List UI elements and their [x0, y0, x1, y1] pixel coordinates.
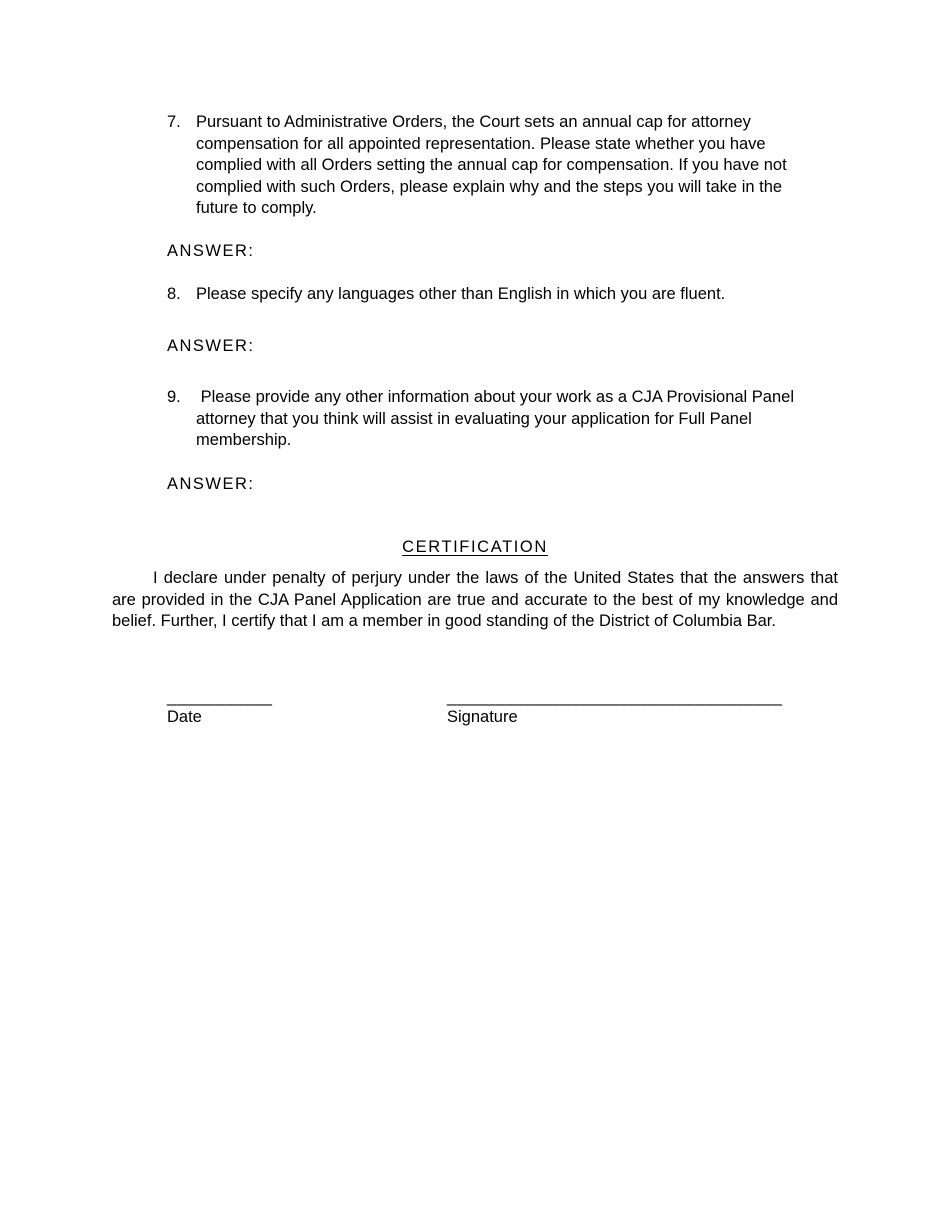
answer-label-9: ANSWER:	[167, 475, 255, 493]
question-text: Please specify any languages other than English in which you are fluent.	[196, 285, 726, 303]
signature-label: Signature	[447, 708, 518, 726]
answer-label-8: ANSWER:	[167, 337, 255, 355]
question-8	[167, 284, 827, 306]
question-text: Pursuant to Administrative Orders, the Court sets an annual cap for attorney compensation for all appointed representation. Please state whether you have complied with all Orders setting the annual cap for compensation. If you have not complied with such Orders, please explain why and the steps you will take in the future to comply.	[196, 113, 787, 217]
date-line: ___________	[167, 688, 273, 706]
question-9	[167, 387, 827, 452]
certification-statement: I declare under penalty of perjury under the laws of the United States that the answers that are provided in the CJA Panel Application are true and accurate to the best of my knowledge and belief. Further, I certify that I am a member in good standing of the District of Columbia Bar.	[112, 569, 838, 630]
certification-heading	[0, 537, 950, 557]
question-7	[167, 112, 827, 220]
date-label: Date	[167, 708, 202, 726]
question-number: 9.	[167, 388, 181, 406]
question-number: 7.	[167, 113, 181, 131]
question-number: 8.	[167, 285, 181, 303]
question-text: Please provide any other information about your work as a CJA Provisional Panel attorney that you think will assist in evaluating your application for Full Panel membership.	[196, 388, 799, 449]
signature-line: ___________________________________	[447, 688, 783, 706]
certification-heading-text: CERTIFICATION	[402, 538, 548, 556]
answer-label-7: ANSWER:	[167, 242, 255, 260]
